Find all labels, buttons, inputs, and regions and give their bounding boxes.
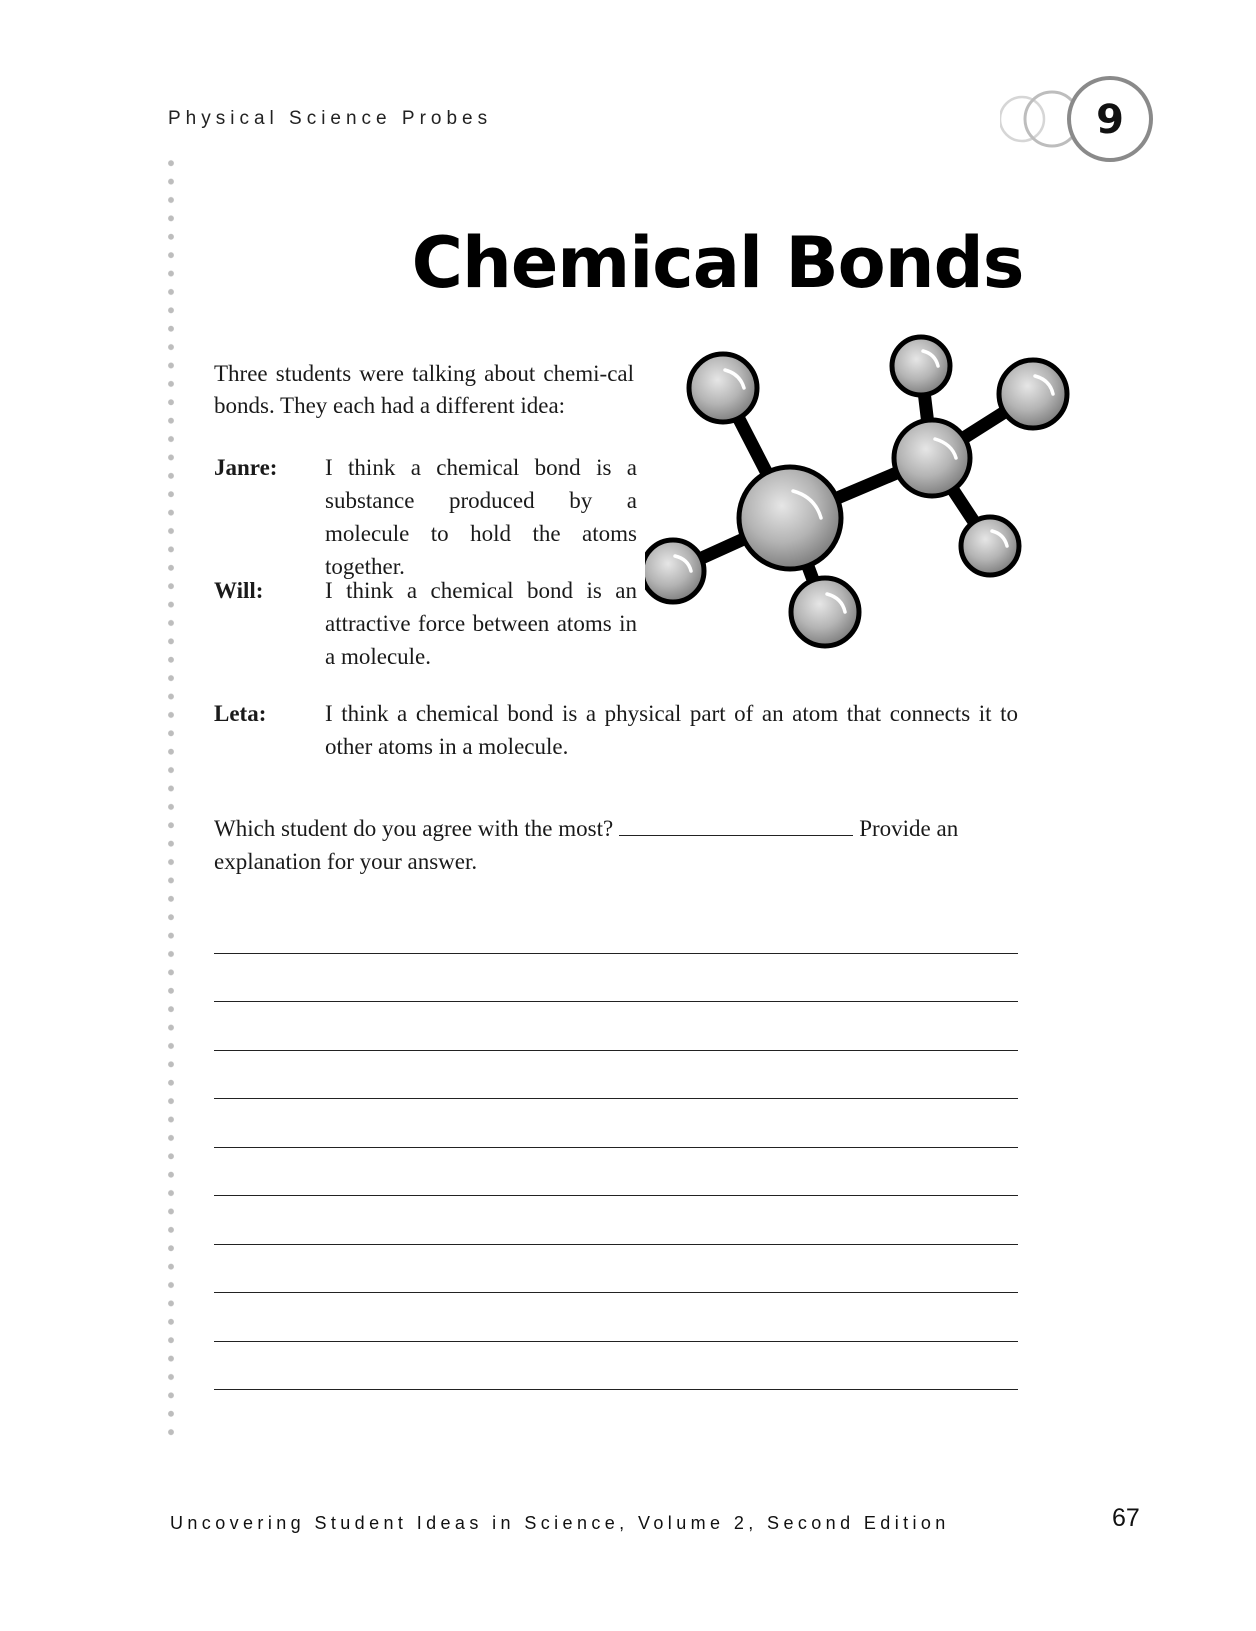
- molecule-illustration: [645, 330, 1105, 670]
- atom: [739, 467, 841, 569]
- atom: [689, 354, 757, 422]
- student-quote: I think a chemical bond is a substance produced by a molecule to hold the atoms together.: [325, 455, 637, 579]
- dotted-margin-rule: [167, 154, 175, 1444]
- student-name: Leta:: [214, 701, 267, 726]
- answer-line[interactable]: [214, 1245, 1018, 1294]
- atom: [892, 337, 950, 395]
- answer-line[interactable]: [214, 1148, 1018, 1197]
- page-title: Chemical Bonds: [411, 222, 1024, 304]
- badge-ring-small: [1000, 97, 1044, 141]
- atom: [791, 578, 859, 646]
- student-choice-blank[interactable]: [619, 813, 853, 836]
- atom: [961, 517, 1019, 575]
- answer-line[interactable]: [214, 1196, 1018, 1245]
- answer-line[interactable]: [214, 905, 1018, 954]
- atom: [645, 540, 704, 602]
- student-quote: I think a chemical bond is an attractive force between atoms in a molecule.: [325, 578, 637, 669]
- probe-number: 9: [1096, 97, 1124, 143]
- section-label: Physical Science Probes: [168, 108, 493, 129]
- page-number: 67: [1112, 1504, 1140, 1532]
- answer-line[interactable]: [214, 954, 1018, 1003]
- answer-line[interactable]: [214, 1293, 1018, 1342]
- atom: [999, 360, 1067, 428]
- question-prompt: [214, 812, 1018, 878]
- atom: [894, 420, 970, 496]
- answer-line[interactable]: [214, 1342, 1018, 1391]
- book-title-footer: Uncovering Student Ideas in Science, Volume 2, Second Edition: [170, 1513, 950, 1533]
- question-text-before: Which student do you agree with the most?: [214, 816, 614, 841]
- answer-lines: [214, 905, 1018, 1390]
- probe-number-badge: [1000, 76, 1175, 166]
- student-name: Janre:: [214, 455, 278, 480]
- student-quote: I think a chemical bond is a physical part of an atom that connects it to other atoms in a molecule.: [325, 701, 1018, 759]
- question-text-after: Provide an explanation for your answer.: [214, 816, 959, 874]
- intro-paragraph: Three students were talking about chemi-cal bonds. They each had a different idea:: [214, 361, 634, 418]
- answer-line[interactable]: [214, 1099, 1018, 1148]
- answer-line[interactable]: [214, 1002, 1018, 1051]
- student-name: Will:: [214, 578, 264, 603]
- answer-line[interactable]: [214, 1051, 1018, 1100]
